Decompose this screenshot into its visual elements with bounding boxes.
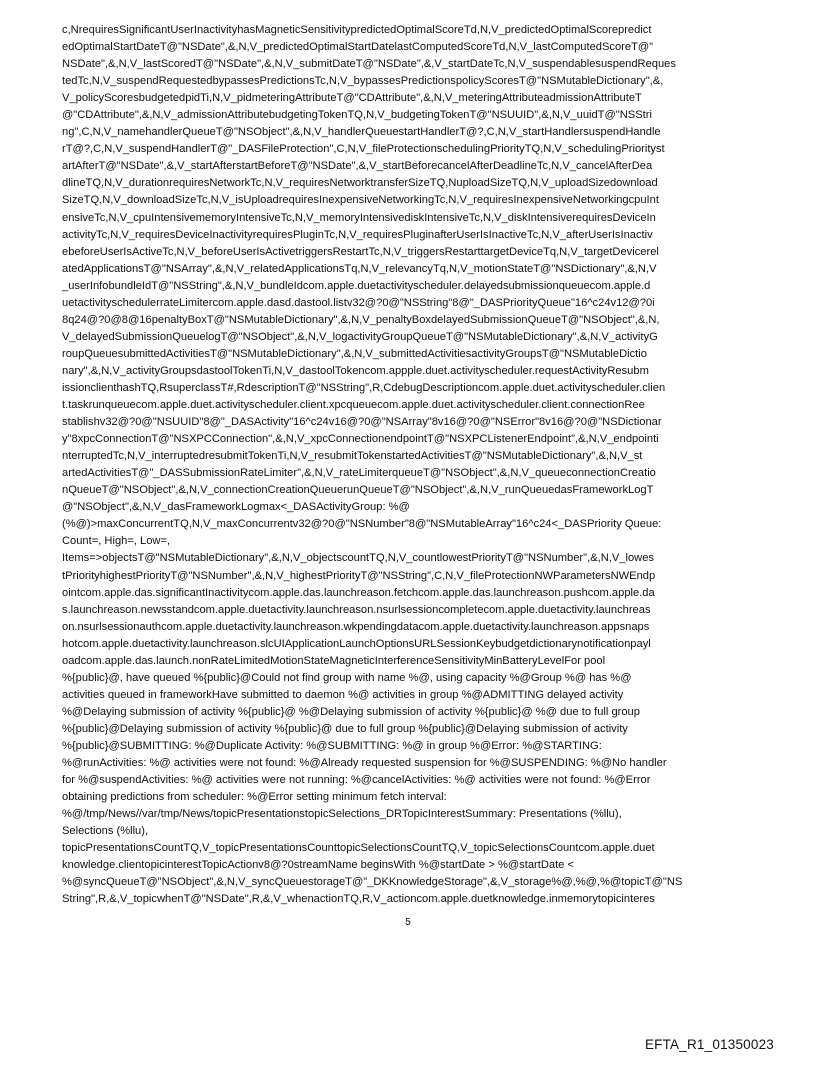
body-text-line: %@/tmp/News//var/tmp/News/topicPresentationstopicSelections_DRTopicInterestSummary: Presentations (%llu), (62, 808, 622, 821)
body-text-line: %@syncQueueT@"NSObject",&,N,V_syncQueuestorageT@"_DKKnowledgeStorage",&,V_storage%@,%@,%@topicT@"NS (62, 876, 683, 889)
body-text-line: t.taskrunqueuecom.apple.duet.activityscheduler.client.xpcqueuecom.apple.duet.activityscheduler.client.connectionRee (62, 399, 645, 412)
body-text-line: ng",C,N,V_namehandlerQueueT@"NSObject",&,N,V_handlerQueuestartHandlerT@?,C,N,V_startHandlersuspendHandle (62, 126, 661, 139)
page-number: 5 (405, 917, 411, 928)
body-text-line: edOptimalStartDateT@"NSDate",&,N,V_predictedOptimalStartDatelastComputedScoreTd,N,V_lastComputedScoreT@" (62, 41, 654, 54)
body-text-line: rT@?,C,N,V_suspendHandlerT@"_DASFileProtection",C,N,V_fileProtectionschedulingPriorityTQ,N,V_schedulingPriorityst (62, 143, 665, 156)
body-text-line: activities queued in frameworkHave submitted to daemon %@ activities in group %@ADMITTING delayed activity (62, 688, 624, 701)
body-text-line: SizeTQ,N,V_downloadSizeTc,N,V_isUploadrequiresInexpensiveNetworkingTc,N,V_requiresInexpensiveNetworkingcpuInt (62, 194, 659, 207)
body-text-line: V_policyScoresbudgetedpidTi,N,V_pidmeteringAttributeT@"CDAttribute",&,N,V_meteringAttributeadmissionAttributeT (62, 92, 642, 105)
body-text-line: Count=, High=, Low=, (62, 535, 171, 548)
body-text-line: artedActivitiesT@"_DASSubmissionRateLimiter",&,N,V_rateLimiterqueueT@"NSObject",&,N,V_queueconnectionCreatio (62, 467, 656, 480)
body-text-line: y"8xpcConnectionT@"NSXPCConnection",&,N,V_xpcConnectionendpointT@"NSXPCListenerEndpoint",&,N,V_endpointi (62, 433, 659, 446)
body-text-line: knowledge.clientopicinterestTopicActionv8@?0streamName beginsWith %@startDate > %@startDate < (62, 859, 574, 872)
body-text-line: stablishv32@?0@"NSUUID"8@"_DASActivity"16^c24v16@?0@"NSArray"8v16@?0@"NSError"8v16@?0@"NSDictionar (62, 416, 662, 429)
body-text-line: nary",&,N,V_activityGroupsdastoolTokenTi,N,V_dastoolTokencom.appple.duet.activityscheduler.requestActivityResubm (62, 364, 649, 377)
body-text-line: roupQueuesubmittedActivitiesT@"NSMutableDictionary",&,N,V_submittedActivitiesactivityGroupsT@"NSMutableDictio (62, 347, 647, 360)
body-text-line: s.launchreason.newsstandcom.apple.duetactivity.launchreason.nsurlsessioncompletecom.apple.duetactivity.launchreas (62, 603, 651, 616)
body-text-line: ointcom.apple.das.significantInactivitycom.apple.das.launchreason.fetchcom.apple.das.launchreason.pushcom.apple.da (62, 586, 655, 599)
body-text-line: %{public}@Delaying submission of activity %{public}@ due to full group %{public}@Delaying submission of activity (62, 722, 628, 735)
body-text-line: Items=>objectsT@"NSMutableDictionary",&,N,V_objectscountTQ,N,V_countlowestPriorityT@"NSNumber",&,N,V_lowes (62, 552, 654, 565)
body-text-line: _userInfobundleIdT@"NSString",&,N,V_bundleIdcom.apple.duetactivityscheduler.delayedsubmissionqueuecom.apple.d (62, 279, 651, 292)
body-text-line: (%@)>maxConcurrentTQ,N,V_maxConcurrentv32@?0@"NSNumber"8@"NSMutableArray"16^c24<_DASPriority Queue: (62, 518, 662, 531)
body-text-line: topicPresentationsCountTQ,V_topicPresentationsCounttopicSelectionsCountTQ,V_topicSelectionsCountcom.apple.duet (62, 842, 655, 855)
body-text-line: tPriorityhighestPriorityT@"NSNumber",&,N,V_highestPriorityT@"NSString",C,N,V_fileProtectionNWParametersNWEndp (62, 569, 656, 582)
body-text-line: ebeforeUserIsActiveTc,N,V_beforeUserIsActivetriggersRestartTc,N,V_triggersRestarttargetDeviceTq,N,V_targetDevicerel (62, 245, 659, 258)
body-text-line: nQueueT@"NSObject",&,N,V_connectionCreationQueuerunQueueT@"NSObject",&,N,V_runQueuedasFrameworkLogT (62, 484, 654, 497)
body-text-line: issionclienthashTQ,RsuperclassT#,RdescriptionT@"NSString",R,CdebugDescriptioncom.apple.duet.activityscheduler.clien (62, 381, 666, 394)
body-text-line: uetactivityschedulerrateLimitercom.apple.dasd.dastool.listv32@?0@"NSString"8@"_DASPriorityQueue"16^c24v12@?0i (62, 296, 655, 309)
body-text-line: c,NrequiresSignificantUserInactivityhasMagneticSensitivitypredictedOptimalScoreTd,N,V_predictedOptimalScorepredict (62, 24, 652, 36)
document-body-text (62, 22, 768, 908)
body-text-line: atedApplicationsT@"NSArray",&,N,V_relatedApplicationsTq,N,V_relevancyTq,N,V_motionStateT@"NSDictionary",&,N,V (62, 262, 657, 275)
body-text-line: dlineTQ,N,V_durationrequiresNetworkTc,N,V_requiresNetworktransferSizeTQ,NuploadSizeTQ,N,V_uploadSizedownload (62, 177, 658, 190)
document-id-footer: EFTA_R1_01350023 (644, 1037, 774, 1052)
body-text-line: %{public}@, have queued %{public}@Could not find group with name %@, using capacity %@Group %@ has %@ (62, 671, 632, 684)
body-text-line: obtaining predictions from scheduler: %@Error setting minimum fetch interval: (62, 791, 447, 804)
body-text-line: V_delayedSubmissionQueuelogT@"NSObject",&,N,V_logactivityGroupQueueT@"NSMutableDictionary",&,N,V_activityG (62, 330, 658, 343)
body-text-line: on.nsurlsessionauthcom.apple.duetactivity.launchreason.wkpendingdatacom.apple.duetactivity.launchreason.appsnaps (62, 620, 650, 633)
body-text-line: ensiveTc,N,V_cpuIntensivememoryIntensiveTc,N,V_memoryIntensivediskIntensiveTc,N,V_diskIntensiverequiresDeviceIn (62, 211, 656, 224)
body-text-line: artAfterT@"NSDate",&,V_startAfterstartBeforeT@"NSDate",&,V_startBeforecancelAfterDeadlineTc,N,V_cancelAfterDea (62, 160, 653, 173)
body-text-line: hotcom.apple.duetactivity.launchreason.slcUIApplicationLaunchOptionsURLSessionKeybudgetdictionarynotificationpayl (62, 637, 651, 650)
body-text-line: oadcom.apple.das.launch.nonRateLimitedMotionStateMagneticInterferenceSensitivityMinBatteryLevelFor pool (62, 654, 606, 667)
body-text-line: nterruptedTc,N,V_interruptedresubmitTokenTi,N,V_resubmitTokenstartedActivitiesT@"NSMutableDictionary",&,N,V_st (62, 450, 643, 463)
body-text-line: @"CDAttribute",&,N,V_admissionAttributebudgetingTokenTQ,N,V_budgetingTokenT@"NSUUID",&,N,V_uuidT@"NSStri (62, 109, 652, 122)
body-text-line: %{public}@SUBMITTING: %@Duplicate Activity: %@SUBMITTING: %@ in group %@Error: %@STARTING: (62, 739, 602, 752)
body-text-line: Selections (%llu), (62, 825, 149, 838)
body-text-line: @"NSObject",&,N,V_dasFrameworkLogmax<_DASActivityGroup: %@ (62, 501, 410, 514)
body-text-line: 8q24@?0@8@16penaltyBoxT@"NSMutableDictionary",&,N,V_penaltyBoxdelayedSubmissionQueueT@"NSObject",&,N, (62, 313, 660, 326)
body-text-line: String",R,&,V_topicwhenT@"NSDate",R,&,V_whenactionTQ,R,V_actioncom.apple.duetknowledge.inmemorytopicinteres (62, 893, 655, 906)
body-text-line: NSDate",&,N,V_lastScoredT@"NSDate",&,N,V_submitDateT@"NSDate",&,V_startDateTc,N,V_suspendablesuspendReques (62, 58, 676, 71)
body-text-line: for %@suspendActivities: %@ activities were not running: %@cancelActivities: %@ activities were not found: %@Error (62, 774, 651, 787)
body-text-line: activityTc,N,V_requiresDeviceInactivityrequiresPluginTc,N,V_requiresPluginafterUserIsInactiveTc,N,V_afterUserIsInactiv (62, 228, 653, 241)
body-text-line: %@runActivities: %@ activities were not found: %@Already requested suspension for %@SUSPENDING: %@No handler (62, 757, 667, 770)
body-text-line: %@Delaying submission of activity %{public}@ %@Delaying submission of activity %{public}@ %@ due to full group (62, 705, 640, 718)
body-text-line: tedTc,N,V_suspendRequestedbypassesPredictionsTc,N,V_bypassesPredictionspolicyScoresT@"NSMutableDictionary",&, (62, 75, 664, 88)
